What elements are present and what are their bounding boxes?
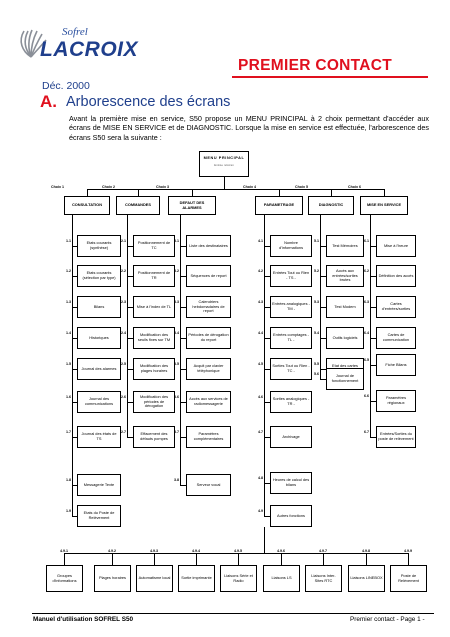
screen-box: Positionnement de TC [133, 235, 175, 257]
footer-manual: Manuel d'utilisation SOFREL S50 [33, 616, 134, 623]
screen-number: 2.3 [121, 300, 126, 304]
screen-box: Poste de Relèvement [390, 565, 427, 592]
screen-box: Messagerie Texte [77, 474, 121, 496]
screen-number: 4.8 [258, 476, 263, 480]
screen-box: Modification des périodes de dérogation [133, 391, 175, 413]
screen-number: 4.1 [258, 239, 263, 243]
connector-line [180, 215, 181, 485]
branch-choice-label: Choix 2 [102, 185, 115, 189]
screen-box: Archivage [270, 426, 312, 448]
branch-box: DIAGNOSTIC [308, 196, 354, 215]
screen-number: 5.3 [314, 300, 319, 304]
screen-number: 6.4 [364, 331, 369, 335]
screen-box: Modification des seuils fixes sur TM [133, 327, 175, 349]
menu-principal-title: MENU PRINCIPAL [203, 156, 245, 160]
screen-box: Etats courants (synthèse) [77, 235, 121, 257]
screen-box: Serveur vocal [186, 474, 231, 496]
connector-line [112, 553, 113, 565]
branch-box: DEFAUT DES ALARMES [168, 196, 216, 215]
screen-number: 6.1 [364, 239, 369, 243]
screen-number: 1.6 [66, 395, 71, 399]
intro-paragraph: Avant la première mise en service, S50 propose un MENU PRINCIPAL à 2 choix permettant d'accéder aux écrans de MISE EN SERVICE et de DIAGNOSTIC. Lorsque la mise en service est effectuée, l'arborescence des écrans S50 sera la suivante : [69, 114, 429, 142]
screen-number: 1.2 [66, 269, 71, 273]
screen-number: 2.7 [121, 430, 126, 434]
screen-number: 5.4 [314, 331, 319, 335]
section-letter: A. [40, 92, 57, 111]
branch-box: CONSULTATION [64, 196, 110, 215]
logo-sofrel: Sofrel [62, 26, 88, 38]
screen-number: 4.7 [258, 430, 263, 434]
screen-box: Mise à l'heure [376, 235, 416, 257]
screen-box: Liaisons LINEBOX [348, 565, 385, 592]
screen-box: Liaisons Série et Radio [220, 565, 257, 592]
screen-number: 4.9.3 [150, 549, 158, 553]
connector-line [64, 553, 408, 554]
screen-number: 1.7 [66, 430, 71, 434]
connector-line [384, 189, 385, 196]
connector-line [138, 189, 139, 196]
connector-line [87, 189, 384, 190]
connector-line [323, 553, 324, 565]
screen-box: Journal des communications [77, 391, 121, 413]
screen-box: Acquit par clavier téléphonique [186, 358, 231, 380]
screen-box: Sortie imprimante [178, 565, 215, 592]
screen-number: 2.1 [121, 239, 126, 243]
screen-number: 4.4 [258, 331, 263, 335]
screen-box: Entrées analogiques - TM - [270, 296, 312, 318]
screen-number: 4.3 [258, 300, 263, 304]
screen-number: 1.4 [66, 331, 71, 335]
branch-box: MISE EN SERVICE [360, 196, 408, 215]
screen-box: Historiques [77, 327, 121, 349]
connector-line [72, 215, 73, 516]
screen-number: 1.5 [66, 362, 71, 366]
screen-number: 4.9.1 [60, 549, 68, 553]
screen-number: 4.5 [258, 362, 263, 366]
connector-line [279, 189, 280, 196]
connector-line [196, 553, 197, 565]
screen-number: 5.6 [314, 372, 319, 376]
screen-box: Test Mémoires [326, 235, 364, 257]
connector-line [320, 215, 321, 379]
screen-box: Heures de calcul des bilans [270, 472, 312, 494]
screen-box: Fiche Bilans [376, 354, 416, 376]
screen-number: 1.8 [66, 478, 71, 482]
connector-line [281, 553, 282, 565]
logo-lacroix: LACROIX [40, 38, 138, 61]
connector-line [238, 553, 239, 565]
screen-number: 3.2 [174, 269, 179, 273]
screen-number: 5.2 [314, 269, 319, 273]
screen-number: 3.5 [174, 362, 179, 366]
screen-box: Entrées Tout ou Rien - TS - [270, 265, 312, 287]
screen-number: 3.4 [174, 331, 179, 335]
screen-number: 2.5 [121, 362, 126, 366]
screen-number: 4.2 [258, 269, 263, 273]
connector-line [370, 215, 371, 437]
connector-line [154, 553, 155, 565]
screen-number: 3.8 [174, 478, 179, 482]
branch-box: COMMANDES [116, 196, 160, 215]
screen-box: Entrées/Sorties du poste de relèvement [376, 426, 416, 448]
connector-line [366, 553, 367, 565]
screen-number: 3.1 [174, 239, 179, 243]
screen-box: Groupes d'informations [46, 565, 83, 592]
screen-box: Sorties analogiques - TR - [270, 391, 312, 413]
screen-box: Entrées comptages - TL - [270, 327, 312, 349]
screen-box: Mise à l'index de TL [133, 296, 175, 318]
screen-number: 6.6 [364, 394, 369, 398]
screen-number: 1.3 [66, 300, 71, 304]
connector-line [192, 189, 193, 196]
screen-box: Journal de fonctionnement [326, 368, 364, 390]
menu-principal-box [199, 151, 249, 177]
screen-number: 6.5 [364, 358, 369, 362]
title-underline [232, 76, 428, 78]
screen-number: 6.2 [364, 269, 369, 273]
screen-box: Sorties Tout ou Rien - TC - [270, 358, 312, 380]
branch-choice-label: Choix 4 [243, 185, 256, 189]
screen-box: Cartes d'entrées/sorties [376, 296, 416, 318]
screen-box: Accès aux entrées/sorties brutes [326, 265, 364, 287]
connector-line [224, 177, 225, 189]
screen-number: 2.4 [121, 331, 126, 335]
screen-box: Modification des plages horaires [133, 358, 175, 380]
menu-principal-subtitle: Entrée n/écran [214, 163, 234, 167]
screen-box: Etats du Poste de Relèvement [77, 505, 121, 527]
screen-number: 4.9.4 [192, 549, 200, 553]
screen-box: Automatisme local [136, 565, 173, 592]
screen-number: 1.1 [66, 239, 71, 243]
page-title: PREMIER CONTACT [238, 57, 393, 74]
connector-line [87, 189, 88, 196]
screen-number: 3.7 [174, 430, 179, 434]
connector-line [127, 215, 128, 437]
screen-box: Paramètres complémentaires [186, 426, 231, 448]
screen-box: Liste des destinataires [186, 235, 231, 257]
screen-number: 2.6 [121, 395, 126, 399]
screen-number: 2.2 [121, 269, 126, 273]
branch-choice-label: Choix 6 [348, 185, 361, 189]
document-date: Déc. 2000 [42, 80, 90, 92]
connector-line [264, 527, 265, 553]
screen-number: 4.9.8 [362, 549, 370, 553]
screen-number: 4.9 [258, 509, 263, 513]
screen-box: Calendriers hebdomadaires de report [186, 296, 231, 318]
screen-number: 4.9.7 [319, 549, 327, 553]
screen-box: Paramètres régionaux [376, 390, 416, 412]
branch-box: PARAMETRAGE [255, 196, 303, 215]
connector-line [264, 215, 265, 516]
screen-number: 5.1 [314, 239, 319, 243]
screen-box: Journal des alarmes [77, 358, 121, 380]
screen-box: Test Modem [326, 296, 364, 318]
screen-box: Positionnement de TR [133, 265, 175, 287]
screen-number: 6.7 [364, 430, 369, 434]
screen-number: 3.6 [174, 395, 179, 399]
screen-number: 1.9 [66, 509, 71, 513]
screen-box: Séquences de report [186, 265, 231, 287]
branch-choice-label: Choix 1 [51, 185, 64, 189]
screen-number: 4.9.2 [108, 549, 116, 553]
connector-line [408, 553, 409, 565]
section-title: Arborescence des écrans [66, 94, 231, 110]
screen-box: Etat des cartes [326, 358, 364, 380]
screen-number: 3.3 [174, 300, 179, 304]
screen-number: 4.9.5 [234, 549, 242, 553]
screen-number: 4.6 [258, 395, 263, 399]
screen-box: Liaisons Inter-Sites RTC [305, 565, 342, 592]
branch-choice-label: Choix 5 [295, 185, 308, 189]
screen-box: Définition des accès [376, 265, 416, 287]
screen-box: Liaisons LS [263, 565, 300, 592]
screen-number: 4.9.6 [277, 549, 285, 553]
footer-rule [32, 613, 434, 614]
screen-box: Outils logiciels [326, 327, 364, 349]
screen-box: Journal des états de TS [77, 426, 121, 448]
screen-box: Nombre d'informations [270, 235, 312, 257]
screen-box: Autres fonctions [270, 505, 312, 527]
branch-choice-label: Choix 3 [156, 185, 169, 189]
footer-page: Premier contact - Page 1 - [350, 616, 425, 623]
screen-number: 5.5 [314, 362, 319, 366]
screen-number: 4.9.9 [404, 549, 412, 553]
screen-number: 6.3 [364, 300, 369, 304]
screen-box: Cartes de communication [376, 327, 416, 349]
screen-box: Plages horaires [94, 565, 131, 592]
screen-box: Bilans [77, 296, 121, 318]
connector-line [331, 189, 332, 196]
screen-box: Périodes de dérogation du report [186, 327, 231, 349]
screen-box: Etats courants (sélection par type) [77, 265, 121, 287]
screen-box: Accès aux services de radiomessagerie [186, 391, 231, 413]
screen-box: Effacement des défauts pompes [133, 426, 175, 448]
connector-line [64, 553, 65, 565]
